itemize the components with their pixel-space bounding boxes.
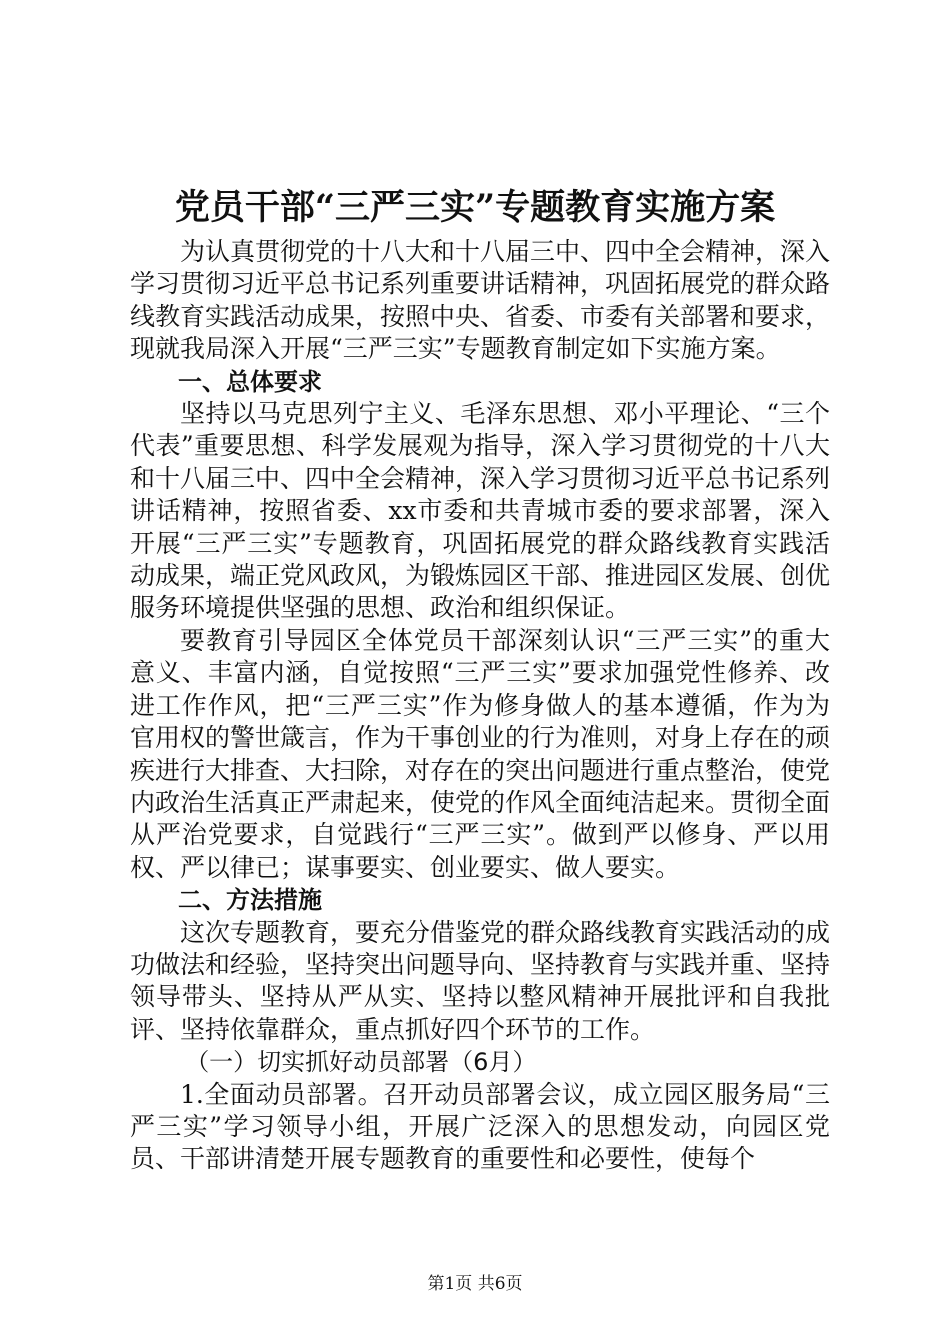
paragraph-guiding-principle: 坚持以马克思列宁主义、毛泽东思想、邓小平理论、“三个代表”重要思想、科学发展观为指导，深入学习贯彻党的十八大和十八届三中、四中全会精神，深入学习贯彻习近平总书记系列讲话精神，按照省委、xx市委和共青城市委的要求部署，深入开展“三严三实”专题教育，巩固拓展党的群众路线教育实践活动成果，端正党风政风，为锻炼园区干部、推进园区发展、创优服务环境提供坚强的思想、政治和组织保证。 [130,399,831,623]
subsection-heading-mobilization: （一）切实抓好动员部署（6月） [185,1048,537,1077]
paragraph-mobilization: 1.全面动员部署。召开动员部署会议，成立园区服务局“三严三实”学习领导小组，开展广泛深入的思想发动，向园区党员、干部讲清楚开展专题教育的重要性和必要性，使每个 [130,1079,830,1174]
document-body [130,236,830,1176]
section-heading-methods: 二、方法措施 [178,886,322,915]
paragraph-methods: 这次专题教育，要充分借鉴党的群众路线教育实践活动的成功做法和经验，坚持突出问题导向、坚持教育与实践并重、坚持领导带头、坚持从严从实、坚持以整风精神开展批评和自我批评、坚持依靠群众，重点抓好四个环节的工作。 [130,917,831,1044]
page-number-footer: 第1页 共6页 [427,1274,523,1294]
paragraph-education-goals: 要教育引导园区全体党员干部深刻认识“三严三实”的重大意义、丰富内涵，自觉按照“三严三实”要求加强党性修养、改进工作作风，把“三严三实”作为修身做人的基本遵循，作为为官用权的警世箴言，作为干事创业的行为准则，对身上存在的顽疾进行大排查、大扫除，对存在的突出问题进行重点整治，使党内政治生活真正严肃起来，使党的作风全面纯洁起来。贯彻全面从严治党要求，自觉践行“三严三实”。做到严以修身、严以用权、严以律已；谋事要实、创业要实、做人要实。 [130,625,831,882]
section-heading-general-requirements: 一、总体要求 [178,367,322,396]
paragraph-intro: 为认真贯彻党的十八大和十八届三中、四中全会精神，深入学习贯彻习近平总书记系列重要讲话精神，巩固拓展党的群众路线教育实践活动成果，按照中央、省委、市委有关部署和要求，现就我局深入开展“三严三实”专题教育制定如下实施方案。 [130,237,831,364]
document-title: 党员干部“三严三实”专题教育实施方案 [174,187,776,228]
